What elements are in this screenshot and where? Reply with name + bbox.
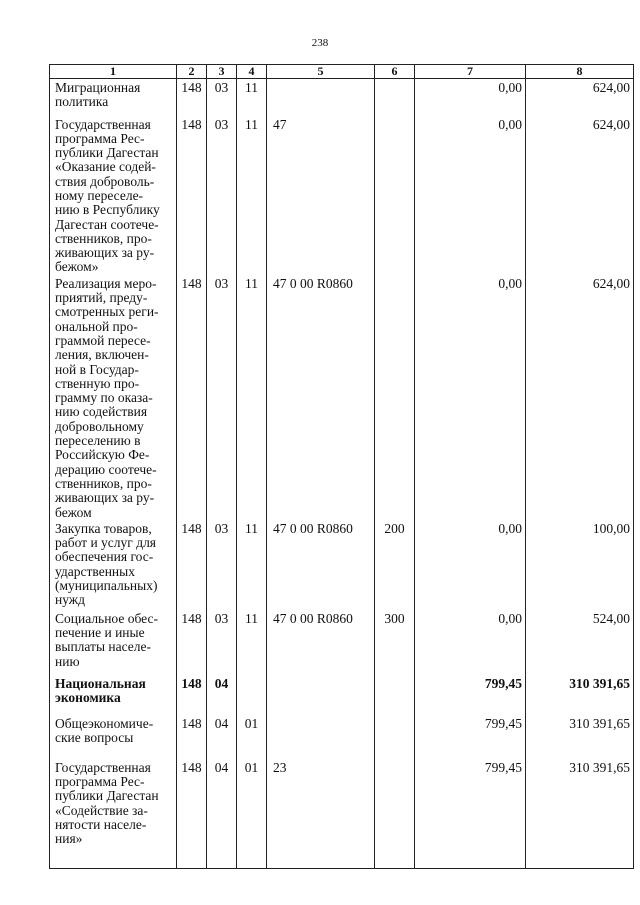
column-header-1: 1 <box>50 65 177 79</box>
code-target: 47 <box>267 116 375 275</box>
code-section: 03 <box>207 610 237 675</box>
table-row <box>50 715 634 759</box>
code-subsection: 11 <box>237 79 267 116</box>
column-header-2: 2 <box>177 65 207 79</box>
code-expense-type <box>375 759 415 869</box>
amount-col7: 0,00 <box>415 520 526 610</box>
budget-table <box>49 64 634 869</box>
code-gov: 148 <box>177 275 207 520</box>
column-header-7: 7 <box>415 65 526 79</box>
row-label: Национальная экономика <box>50 675 177 715</box>
table-row <box>50 675 634 715</box>
amount-col8: 624,00 <box>526 116 634 275</box>
code-subsection: 11 <box>237 520 267 610</box>
code-target <box>267 79 375 116</box>
code-target <box>267 675 375 715</box>
code-subsection <box>237 675 267 715</box>
row-label: Закупка товаров, работ и услуг для обеспечения гос- ударственных (муниципальных) нужд <box>50 520 177 610</box>
column-header-4: 4 <box>237 65 267 79</box>
code-expense-type <box>375 675 415 715</box>
amount-col7: 0,00 <box>415 79 526 116</box>
row-label: Миграционная политика <box>50 79 177 116</box>
code-target: 47 0 00 R0860 <box>267 275 375 520</box>
column-header-3: 3 <box>207 65 237 79</box>
amount-col8: 310 391,65 <box>526 759 634 869</box>
code-expense-type <box>375 116 415 275</box>
row-label: Социальное обес- печение и иные выплаты населе- нию <box>50 610 177 675</box>
code-subsection: 01 <box>237 759 267 869</box>
code-expense-type <box>375 715 415 759</box>
table-body <box>50 79 634 869</box>
table-row <box>50 610 634 675</box>
table-row <box>50 520 634 610</box>
code-subsection: 11 <box>237 610 267 675</box>
row-label: Реализация меро- приятий, преду- смотренных реги- ональной про- граммой пересе- ления, включен- ной в Государ- ственную про- грамму по оказа- нию содействия добровольному переселению в Российскую Фе- дерацию соотече- ственников, про- живающих за ру- бежом <box>50 275 177 520</box>
code-subsection: 11 <box>237 116 267 275</box>
table-row <box>50 275 634 520</box>
code-target <box>267 715 375 759</box>
code-gov: 148 <box>177 610 207 675</box>
header-row <box>50 65 634 79</box>
code-section: 03 <box>207 520 237 610</box>
amount-col7: 0,00 <box>415 275 526 520</box>
page-number: 238 <box>311 37 329 49</box>
code-subsection: 01 <box>237 715 267 759</box>
code-section: 03 <box>207 275 237 520</box>
code-target: 47 0 00 R0860 <box>267 610 375 675</box>
amount-col8: 624,00 <box>526 79 634 116</box>
code-gov: 148 <box>177 715 207 759</box>
code-target: 47 0 00 R0860 <box>267 520 375 610</box>
table-row <box>50 759 634 869</box>
code-section: 04 <box>207 675 237 715</box>
column-header-8: 8 <box>526 65 634 79</box>
code-expense-type: 200 <box>375 520 415 610</box>
code-gov: 148 <box>177 520 207 610</box>
code-gov: 148 <box>177 675 207 715</box>
code-gov: 148 <box>177 759 207 869</box>
amount-col7: 799,45 <box>415 759 526 869</box>
table-row <box>50 116 634 275</box>
amount-col8: 100,00 <box>526 520 634 610</box>
code-section: 03 <box>207 79 237 116</box>
code-expense-type <box>375 275 415 520</box>
row-label: Государственная программа Рес- публики Дагестан «Содействие за- нятости населе- ния» <box>50 759 177 869</box>
code-section: 03 <box>207 116 237 275</box>
amount-col7: 0,00 <box>415 610 526 675</box>
code-expense-type <box>375 79 415 116</box>
row-label: Общеэкономиче- ские вопросы <box>50 715 177 759</box>
amount-col8: 524,00 <box>526 610 634 675</box>
amount-col8: 624,00 <box>526 275 634 520</box>
column-header-5: 5 <box>267 65 375 79</box>
code-gov: 148 <box>177 79 207 116</box>
amount-col7: 799,45 <box>415 715 526 759</box>
code-section: 04 <box>207 759 237 869</box>
table-row <box>50 79 634 116</box>
code-subsection: 11 <box>237 275 267 520</box>
row-label: Государственная программа Рес- публики Дагестан «Оказание содей- ствия доброволь- ному переселе- нию в Республику Дагестан соотече- ственников, про- живающих за ру- бежом» <box>50 116 177 275</box>
code-target: 23 <box>267 759 375 869</box>
column-header-6: 6 <box>375 65 415 79</box>
amount-col7: 0,00 <box>415 116 526 275</box>
amount-col8: 310 391,65 <box>526 675 634 715</box>
code-gov: 148 <box>177 116 207 275</box>
code-section: 04 <box>207 715 237 759</box>
amount-col7: 799,45 <box>415 675 526 715</box>
amount-col8: 310 391,65 <box>526 715 634 759</box>
code-expense-type: 300 <box>375 610 415 675</box>
